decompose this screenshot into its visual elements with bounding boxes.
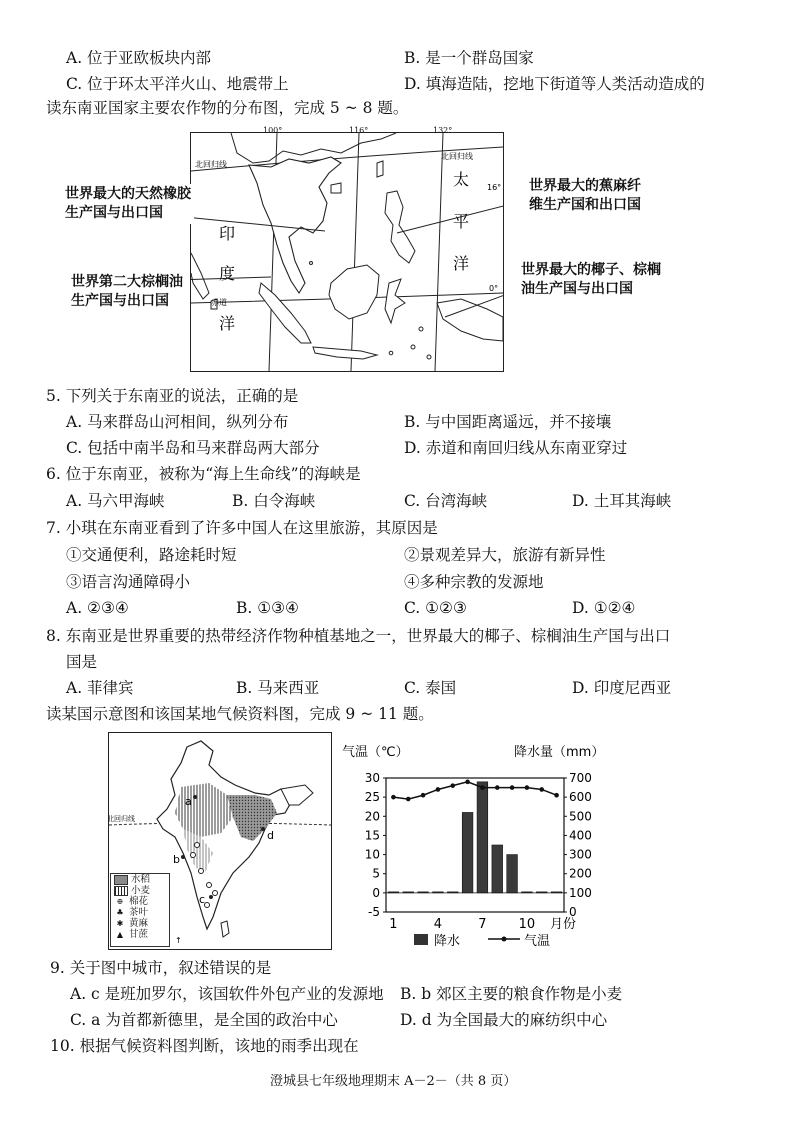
temp-tick-label-0: 0 — [372, 885, 380, 900]
temp-tick-label-30: 30 — [364, 771, 380, 785]
legend-sugarcane: ▲ 甘蔗 — [116, 929, 149, 940]
q6-stem: 6. 位于东南亚，被称为“海上生命线”的海峡是 — [46, 465, 361, 483]
city-d-label: d — [267, 829, 274, 842]
pacific-ocean-char-3: 洋 — [453, 254, 470, 273]
equator-label: 赤道 — [211, 298, 227, 307]
q7-statement-4: ④多种宗教的发源地 — [404, 573, 544, 591]
precip-bar-month-3 — [418, 892, 429, 893]
temp-point-month-2 — [406, 797, 411, 802]
legend-temp-label: 气温 — [524, 934, 551, 949]
callout-coconut-line2: 油生产国与出口国 — [521, 281, 633, 297]
q8-option-b: B. 马来西亚 — [236, 679, 320, 697]
q9-option-d: D. d 为全国最大的麻纺织中心 — [400, 1011, 608, 1029]
precip-axis-label: 降水量（mm） — [514, 745, 605, 760]
temp-point-month-7 — [480, 785, 485, 790]
temp-point-month-3 — [421, 793, 426, 798]
pacific-ocean-char-1: 太 — [453, 170, 470, 189]
q5-option-d: D. 赤道和南回归线从东南亚穿过 — [404, 439, 628, 457]
precip-tick-label-200: 200 — [569, 866, 592, 881]
indian-ocean-char-2: 度 — [219, 264, 236, 283]
q5-option-c: C. 包括中南半岛和马来群岛两大部分 — [66, 439, 320, 457]
q5-option-a: A. 马来群岛山河相间，纵列分布 — [66, 413, 289, 431]
temp-point-month-10 — [525, 785, 530, 790]
lon-116-label: 116° — [349, 126, 369, 135]
chart-plot-area — [365, 771, 592, 932]
precip-tick-label-500: 500 — [569, 809, 592, 824]
callout-abaca — [526, 176, 644, 216]
lon-100-label: 100° — [263, 126, 283, 135]
callout-rubber-line1: 世界最大的天然橡胶 — [65, 186, 191, 202]
legend-cotton: ⊕ 棉花 — [116, 896, 149, 907]
q8-option-d: D. 印度尼西亚 — [572, 679, 672, 697]
q9-stem: 9. 关于图中城市，叙述错误的是 — [50, 959, 272, 977]
callout-abaca-line1: 世界最大的蕉麻纤 — [529, 178, 641, 194]
precip-bar-month-1 — [388, 892, 399, 893]
q9-option-c: C. a 为首都新德里，是全国的政治中心 — [70, 1011, 338, 1029]
temp-tick-label-15: 15 — [364, 828, 380, 843]
india-map-legend — [110, 873, 170, 947]
temp-point-month-8 — [495, 785, 500, 790]
q7-option-d: D. ①②④ — [572, 599, 636, 617]
precip-tick-label-400: 400 — [569, 828, 592, 843]
q10-stem: 10. 根据气候资料图判断，该地的雨季出现在 — [50, 1037, 359, 1055]
precip-bar-month-12 — [551, 892, 562, 893]
q6-option-c: C. 台湾海峡 — [404, 492, 488, 510]
southeast-asia-map-drawing — [191, 133, 503, 371]
callout-coconut — [518, 260, 664, 300]
intro-5-8: 读东南亚国家主要农作物的分布图，完成 5 ~ 8 题。 — [46, 99, 409, 117]
temp-point-month-5 — [450, 783, 455, 788]
precip-bar-month-10 — [522, 892, 533, 893]
month-tick-label-1: 1 — [389, 917, 398, 932]
precip-tick-label-300: 300 — [569, 847, 592, 862]
q6-option-d: D. 土耳其海峡 — [572, 492, 672, 510]
callout-palm-second — [68, 272, 186, 312]
q5-stem: 5. 下列关于东南亚的说法，正确的是 — [46, 387, 299, 405]
tropic-left-label: 北回归线 — [195, 160, 227, 169]
q7-option-a: A. ②③④ — [66, 599, 129, 617]
tropic-label-india: 北回归线 — [109, 815, 135, 823]
southeast-asia-map — [190, 132, 504, 372]
option-c: C. 位于环太平洋火山、地震带上 — [66, 75, 289, 93]
lat-16: 16° — [487, 183, 502, 192]
lon-132-label: 132° — [433, 126, 453, 135]
month-tick-label-4: 4 — [433, 917, 443, 932]
q9-option-a: A. c 是班加罗尔，该国软件外包产业的发源地 — [70, 985, 384, 1003]
lat-0: 0° — [489, 284, 499, 293]
callout-abaca-line2: 维生产国和出口国 — [529, 197, 641, 213]
temp-point-month-1 — [391, 795, 396, 800]
q7-stem: 7. 小琪在东南亚看到了许多中国人在这里旅游，其原因是 — [46, 519, 438, 537]
precip-tick-label-700: 700 — [569, 771, 592, 785]
q8-option-a: A. 菲律宾 — [66, 679, 134, 697]
callout-palm-second-line2: 生产国与出口国 — [71, 293, 169, 309]
precip-bar-month-7 — [477, 782, 488, 893]
legend-precip-swatch — [414, 934, 428, 945]
precip-bar-month-9 — [507, 855, 518, 893]
q7-statement-1: ①交通便利，路途耗时短 — [66, 546, 237, 564]
q9-option-b: B. b 郊区主要的粮食作物是小麦 — [400, 985, 623, 1003]
temp-point-month-11 — [539, 787, 544, 792]
option-d: D. 填海造陆，挖地下街道等人类活动造成的 — [404, 75, 705, 93]
q6-option-b: B. 白令海峡 — [232, 492, 316, 510]
temp-tick-label-20: 20 — [364, 809, 380, 824]
q5-option-b: B. 与中国距离遥远，并不接壤 — [404, 413, 612, 431]
svg-text:↑: ↑ — [175, 936, 182, 945]
climate-chart — [338, 742, 608, 954]
precip-bar-month-2 — [403, 892, 414, 893]
temperature-line — [393, 782, 556, 799]
precip-tick-label-600: 600 — [569, 790, 592, 805]
legend-tea: ♣ 茶叶 — [116, 907, 149, 918]
temp-point-month-4 — [436, 787, 441, 792]
indian-ocean-char-3: 洋 — [219, 314, 236, 333]
legend-jute: ✱ 黄麻 — [116, 918, 149, 929]
month-tick-label-7: 7 — [478, 917, 487, 932]
temp-tick-label-25: 25 — [364, 790, 380, 805]
option-b: B. 是一个群岛国家 — [404, 49, 534, 67]
precip-bar-month-11 — [536, 892, 547, 893]
legend-wheat: 小麦 — [111, 885, 169, 896]
q8-stem-line1: 8. 东南亚是世界重要的热带经济作物种植基地之一，世界最大的椰子、棕榈油生产国与出口 — [46, 627, 671, 645]
callout-rubber — [62, 184, 194, 224]
q7-option-b: B. ①③④ — [236, 599, 299, 617]
precip-bar-month-5 — [447, 892, 458, 893]
precip-tick-label-100: 100 — [569, 885, 592, 900]
q6-option-a: A. 马六甲海峡 — [66, 492, 165, 510]
city-a-label: a — [185, 795, 192, 808]
legend-precip-label: 降水 — [434, 934, 461, 949]
temp-point-month-12 — [554, 793, 559, 798]
q7-option-c: C. ①②③ — [404, 599, 467, 617]
legend-rice: 水稻 — [111, 874, 169, 885]
temp-tick-label-10: 10 — [364, 847, 380, 862]
temp-tick-label--5: -5 — [368, 905, 380, 919]
temp-point-month-9 — [510, 785, 515, 790]
q7-statement-3: ③语言沟通障碍小 — [66, 573, 191, 591]
q8-stem-line2: 国是 — [66, 653, 98, 671]
page-footer: 澄城县七年级地理期末 A－2－（共 8 页） — [270, 1074, 517, 1089]
precip-bar-month-4 — [433, 892, 444, 893]
temp-point-month-6 — [465, 780, 470, 785]
precip-tick-label-0: 0 — [569, 905, 577, 919]
city-c-label: c — [199, 893, 206, 906]
temp-tick-label-5: 5 — [372, 866, 380, 881]
pacific-ocean-char-2: 平 — [453, 212, 470, 231]
callout-coconut-line1: 世界最大的椰子、棕榈 — [521, 262, 661, 278]
callout-rubber-line2: 生产国与出口国 — [65, 205, 163, 221]
option-a: A. 位于亚欧板块内部 — [66, 49, 212, 67]
callout-palm-second-line1: 世界第二大棕榈油 — [71, 274, 183, 290]
intro-9-11: 读某国示意图和该国某地气候资料图，完成 9 ~ 11 题。 — [46, 705, 434, 723]
month-tick-label-10: 10 — [518, 917, 536, 932]
q7-statement-2: ②景观差异大，旅游有新异性 — [404, 546, 606, 564]
precip-bar-month-6 — [462, 812, 473, 892]
city-b-label: b — [173, 853, 180, 866]
indian-ocean-char-1: 印 — [219, 224, 236, 243]
temp-axis-label: 气温（℃） — [342, 745, 409, 760]
precip-bar-month-8 — [492, 845, 503, 893]
tropic-right-label: 北回归线 — [441, 152, 473, 161]
q8-option-c: C. 泰国 — [404, 679, 457, 697]
x-axis-title: 月份 — [550, 917, 577, 932]
